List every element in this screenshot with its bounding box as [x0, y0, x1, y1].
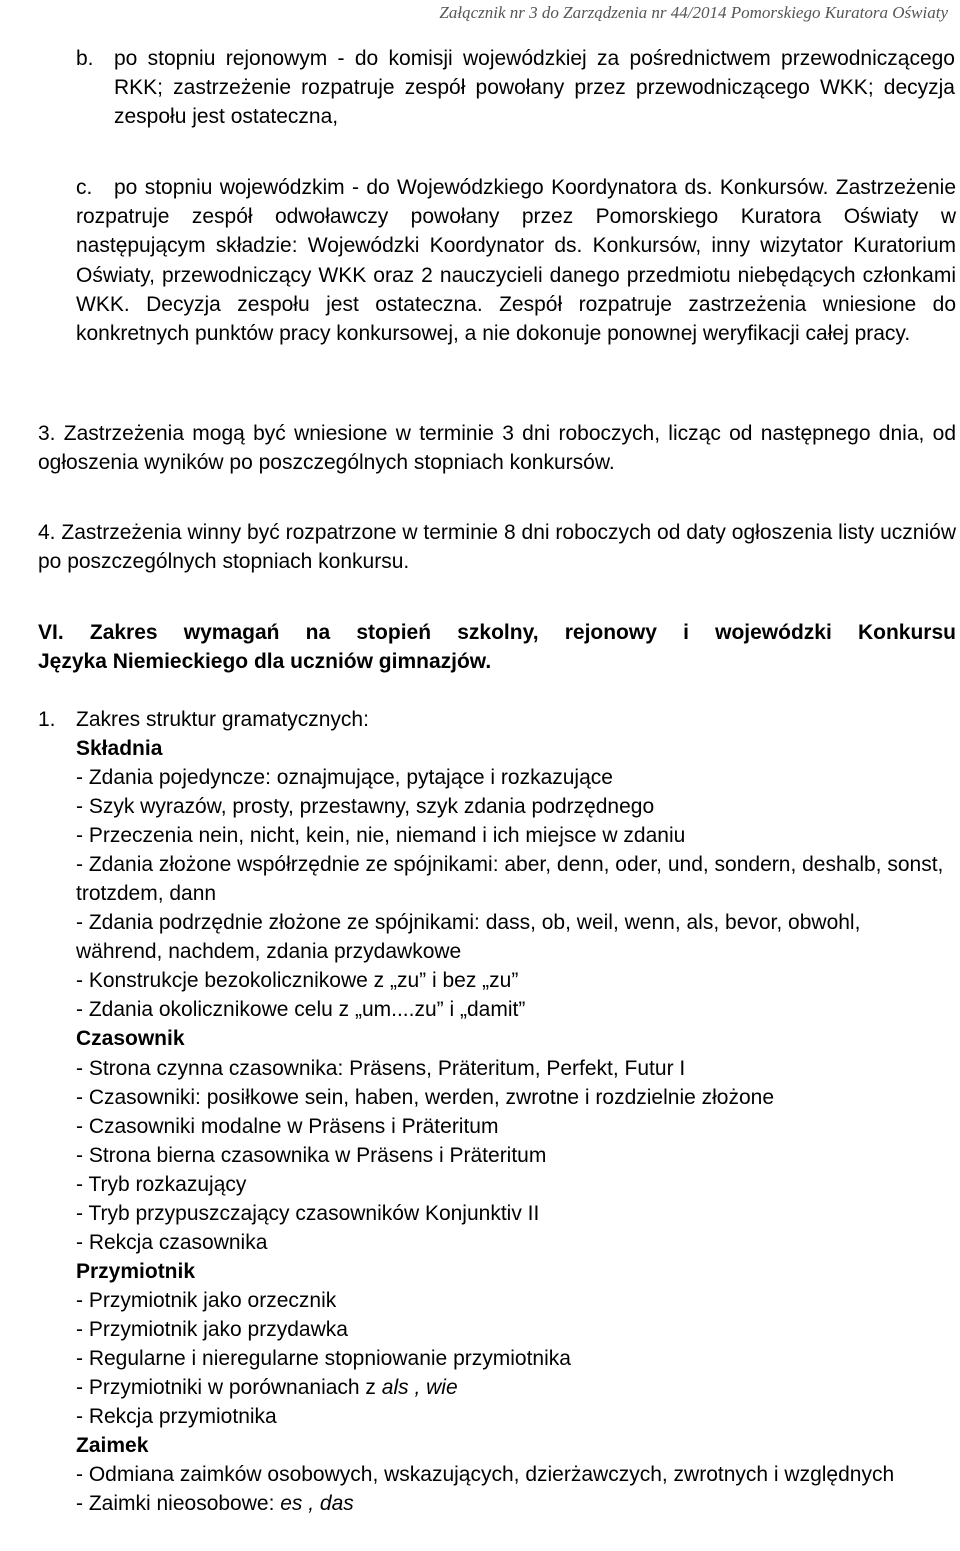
item-b-marker: b. [76, 47, 94, 70]
zaimek-item: - Odmiana zaimków osobowych, wskazujących, dzierżawczych, zwrotnych i względnych [76, 1463, 895, 1487]
przymiotnik-item: - Rekcja przymiotnika [76, 1405, 277, 1429]
czasownik-item: - Strona czynna czasownika: Präsens, Präteritum, Perfekt, Futur I [76, 1056, 686, 1080]
przymiotnik-item: - Regularne i nieregularne stopniowanie przymiotnika [76, 1346, 571, 1370]
item-c-text: po stopniu wojewódzkim - do Wojewódzkiego Koordynatora ds. Konkursów. Zastrzeżenie rozpatruje zespół odwoławczy powołany przez Pomorskiego Kuratora Oświaty w następującym składzie: Wojewódzki Koordynator ds. Konkursów, inny wizytator Kuratorium Oświaty, przewodniczący WKK oraz 2 nauczycieli danego przedmiotu niebędących członkami WKK. Decyzja zespołu jest ostateczna. Zespół rozpatruje zastrzeżenia wniesione do konkretnych punktów pracy konkursowej, a nie dokonuje ponownej weryfikacji całej pracy. [76, 176, 956, 346]
czasownik-item: - Czasowniki: posiłkowe sein, haben, werden, zwrotne i rozdzielnie złożone [76, 1085, 775, 1109]
skladnia-item: - Szyk wyrazów, prosty, przestawny, szyk zdania podrzędnego [76, 795, 655, 819]
comparison-prefix: - Przymiotniki w porównaniach z [76, 1376, 382, 1400]
przymiotnik-item: - Przymiotnik jako orzecznik [76, 1288, 337, 1312]
point-1-label: Zakres struktur gramatycznych: [76, 708, 369, 731]
grammar-list [76, 734, 956, 1518]
skladnia-item: - Konstrukcje bezokolicznikowe z „zu” i bez „zu” [76, 969, 519, 993]
item-4-text: 4. Zastrzeżenia winny być rozpatrzone w terminie 8 dni roboczych od daty ogłoszenia listy uczniów po poszczególnych stopniach konkursu. [38, 521, 956, 574]
point-1-marker: 1. [38, 708, 56, 731]
czasownik-item: - Tryb przypuszczający czasowników Konjunktiv II [76, 1201, 540, 1225]
item-c-marker: c. [76, 176, 93, 199]
skladnia-item: - Zdania złożone współrzędnie ze spójnikami: aber, denn, oder, und, sondern, deshalb, sonst, trotzdem, dann [76, 853, 944, 906]
section-vi-title-line-1: VI. Zakres wymagań na stopień szkolny, rejonowy i wojewódzki Konkursu [38, 621, 956, 644]
czasownik-item: - Czasowniki modalne w Präsens i Präteritum [76, 1114, 499, 1138]
skladnia-item: - Przeczenia nein, nicht, kein, nie, niemand i ich miejsce w zdaniu [76, 824, 686, 848]
zaimki-nieosobowe-words: es , das [280, 1492, 354, 1516]
page-header-annex-note: Załącznik nr 3 do Zarządzenia nr 44/2014 Pomorskiego Kuratora Oświaty [439, 3, 948, 22]
przymiotnik-comparison-item [76, 1373, 956, 1402]
skladnia-heading: Składnia [76, 737, 163, 760]
skladnia-item: - Zdania pojedyncze: oznajmujące, pytające i rozkazujące [76, 766, 613, 790]
item-3-text: 3. Zastrzeżenia mogą być wniesione w terminie 3 dni roboczych, licząc od następnego dnia, od ogłoszenia wyników po poszczególnych stopniach konkursów. [38, 422, 956, 475]
zaimek-item [76, 1489, 956, 1518]
czasownik-heading: Czasownik [76, 1027, 185, 1051]
skladnia-item: - Zdania podrzędnie złożone ze spójnikami: dass, ob, weil, wenn, als, bevor, obwohl, während, nachdem, zdania przydawkowe [76, 911, 861, 964]
zaimek-heading: Zaimek [76, 1434, 149, 1458]
skladnia-item: - Zdania okolicznikowe celu z „um....zu” i „damit” [76, 998, 526, 1022]
czasownik-item: - Rekcja czasownika [76, 1230, 268, 1254]
comparison-words: als , wie [381, 1376, 458, 1400]
section-vi-title-line-2: Języka Niemieckiego dla uczniów gimnazjów. [38, 650, 492, 673]
przymiotnik-heading: Przymiotnik [76, 1259, 196, 1283]
czasownik-item: - Tryb rozkazujący [76, 1172, 247, 1196]
przymiotnik-item: - Przymiotnik jako przydawka [76, 1317, 348, 1341]
item-b-text: po stopniu rejonowym - do komisji wojewódzkiej za pośrednictwem przewodniczącego RKK; zastrzeżenie rozpatruje zespół powołany przez przewodniczącego WKK; decyzja zespołu jest ostateczna, [114, 47, 955, 129]
zaimki-nieosobowe-prefix: - Zaimki nieosobowe: [76, 1492, 281, 1516]
czasownik-item: - Strona bierna czasownika w Präsens i Präteritum [76, 1143, 547, 1167]
